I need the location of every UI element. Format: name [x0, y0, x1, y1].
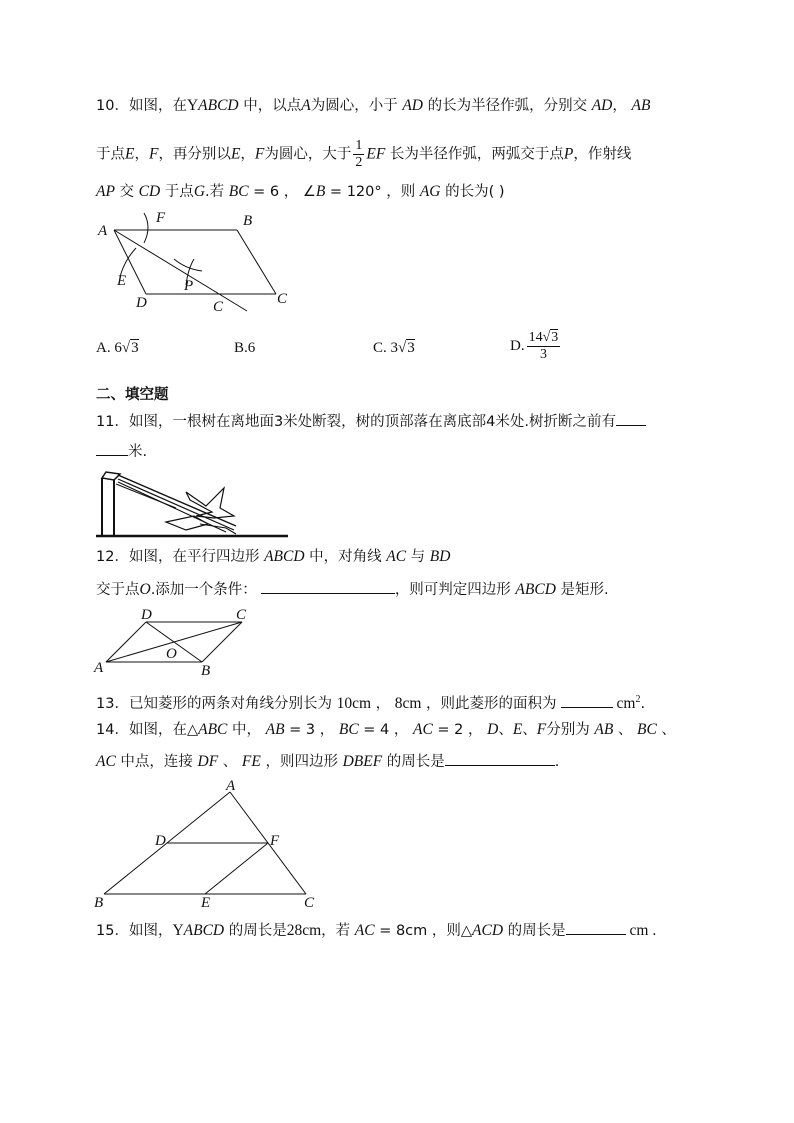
q10-line-1: 10．如图，在YABCD 中，以点A为圆心，小于 AD 的长为半径作弧，分别交 AD， AB — [96, 97, 651, 114]
q11-answer-blank[interactable] — [616, 411, 646, 426]
q14-label-b: B — [94, 895, 104, 911]
q10-line-3: AP 交 CD 于点G.若 BC = 6 ， ∠B = 120° ，则 AG 的长为( ) — [96, 183, 505, 200]
q10-label-b: B — [243, 213, 253, 229]
q14-figure — [90, 776, 330, 912]
q10-figure — [90, 205, 300, 320]
q12-label-a: A — [94, 660, 104, 676]
q12-line-1: 12．如图，在平行四边形 ABCD 中，对角线 AC 与 BD — [96, 548, 451, 565]
q10-label-p: P — [184, 278, 194, 294]
q10-label-c: C — [277, 291, 288, 307]
q14-label-a: A — [226, 778, 236, 794]
q10-line-2: 于点E，F，再分别以E，F为圆心，大于 $\frac{1}{2}$ EF 长为半径作弧，两弧交于点P，作射线 — [96, 138, 632, 170]
q14-answer-blank[interactable] — [445, 751, 555, 766]
q10-label-f: F — [156, 210, 166, 226]
q12-label-o: O — [166, 646, 177, 662]
q12-answer-blank[interactable] — [261, 579, 395, 594]
q10-label-e: E — [117, 273, 127, 289]
q11-line-2: 米. — [96, 441, 147, 462]
q12-label-d: D — [141, 607, 152, 623]
q10-option-b: B.6 — [234, 340, 256, 356]
q11-line-1: 11．如图，一根树在离地面3米处断裂，树的顶部落在离底部4米处.树折断之前有 — [96, 411, 646, 432]
q14-label-d: D — [155, 833, 166, 849]
q10-side-bc — [237, 230, 276, 294]
q11-answer-blank-cont[interactable] — [96, 441, 128, 456]
q10-arc-f — [144, 213, 148, 243]
q10-label-a: A — [98, 223, 108, 239]
q10-label-d: D — [136, 295, 147, 311]
q15-line: 15．如图，YABCD 的周长是28cm，若 AC = 8cm ，则△ACD 的周长是 cm . — [96, 922, 657, 939]
q10-option-d: D. $\frac{14√3}{3}$ — [510, 330, 559, 362]
q10-option-a: A. 6√3 — [96, 340, 139, 356]
q14-label-f: F — [270, 833, 280, 849]
q14-label-c: C — [304, 895, 315, 911]
q14-label-e: E — [201, 895, 211, 911]
q12-line-2: 交于点O.添加一个条件： ，则可判定四边形 ABCD 是矩形. — [96, 581, 609, 598]
q14-line-1: 14．如图，在△ABC 中， AB = 3 ， BC = 4 ， AC = 2 ， D、E、F分别为 AB 、 BC 、 — [96, 721, 676, 738]
q15-answer-blank[interactable] — [566, 920, 626, 935]
q14-line-2: AC 中点，连接 DF 、 FE ，则四边形 DBEF 的周长是 . — [96, 753, 560, 770]
q10-label-c-intersection: C — [213, 299, 224, 315]
section-title-fill-in: 二、填空题 — [96, 387, 169, 403]
fraction-half: $\frac{1}{2}$ — [355, 138, 363, 170]
q12-label-b: B — [201, 663, 211, 679]
q12-figure — [90, 604, 260, 680]
q13-line: 13．已知菱形的两条对角线分别长为 10cm ， 8cm ，则此菱形的面积为 $cm^2$. — [96, 694, 646, 712]
q11-figure — [96, 466, 292, 542]
q12-label-c: C — [236, 607, 247, 623]
q10-option-c: C. 3√3 — [373, 340, 415, 356]
q13-answer-blank[interactable] — [561, 693, 613, 708]
